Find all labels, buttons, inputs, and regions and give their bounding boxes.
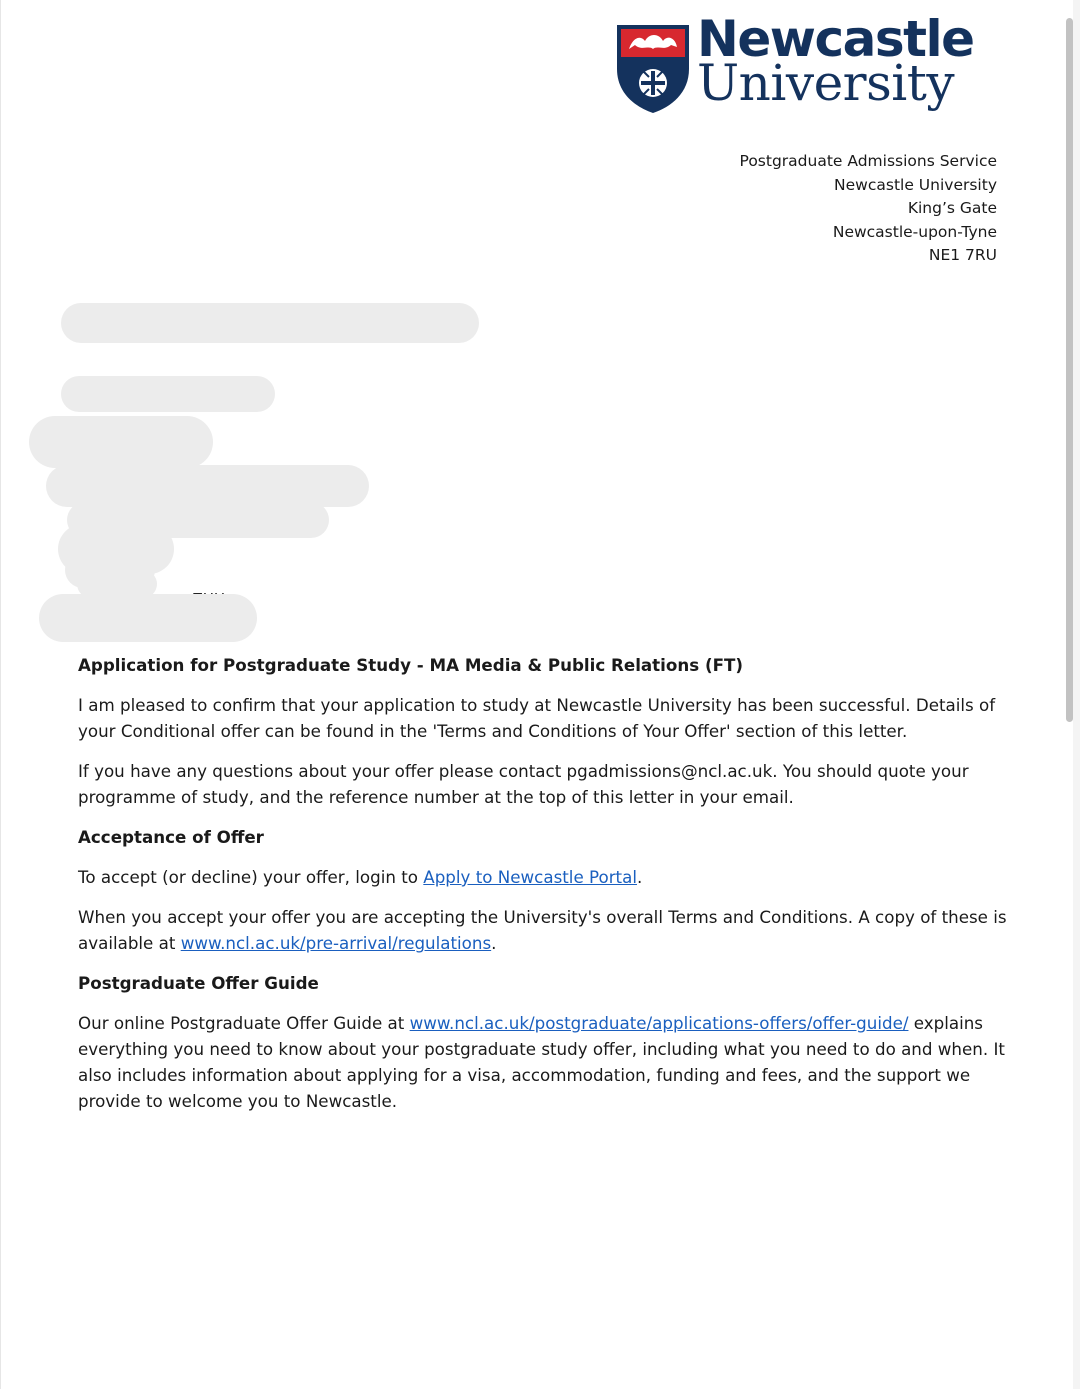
offer-guide-paragraph (78, 1010, 1028, 1114)
acceptance-text-end: . (636, 867, 643, 887)
acceptance-paragraph (78, 864, 1028, 890)
terms-text-end: . (491, 933, 497, 953)
offer-guide-link[interactable]: www.ncl.ac.uk/postgraduate/applications-offers/offer-guide/ (409, 1013, 909, 1033)
sender-address (740, 150, 997, 268)
address-line: NE1 7RU (928, 246, 997, 264)
redaction-mark (61, 376, 275, 412)
offer-guide-heading: Postgraduate Offer Guide (78, 973, 319, 993)
redaction-mark (46, 465, 369, 507)
letter-body (78, 652, 1028, 1128)
terms-paragraph (78, 904, 1028, 956)
redaction-mark (29, 416, 213, 468)
acceptance-heading: Acceptance of Offer (78, 827, 264, 847)
address-line: Newcastle-upon-Tyne (832, 222, 997, 241)
regulations-link[interactable]: www.ncl.ac.uk/pre-arrival/regulations (180, 933, 492, 953)
apply-portal-link[interactable]: Apply to Newcastle Portal (423, 867, 637, 887)
address-line: Postgraduate Admissions Service (739, 152, 997, 170)
university-crest-icon (615, 23, 691, 115)
offer-guide-text: Our online Postgraduate Offer Guide at (78, 1013, 410, 1033)
address-line: King’s Gate (907, 199, 997, 217)
offer-guide-text-end: explains everything you need to know about your postgraduate study offer, including what you need to do and when. It also includes information about applying for a visa, accommodation, funding and fees, and the support we provide to welcome you to Newcastle. (78, 1013, 1005, 1111)
address-line: Newcastle University (834, 175, 997, 194)
logo-line-university: University (697, 54, 955, 112)
redaction-mark (39, 594, 257, 642)
logo-line-newcastle: Newcastle (697, 10, 974, 68)
redaction-mark (61, 303, 479, 343)
newcastle-university-logo (615, 10, 975, 120)
acceptance-text: To accept (or decline) your offer, login to (78, 867, 424, 887)
terms-text: When you accept your offer you are accepting the University's overall Terms and Conditions. A copy of these is available at (78, 907, 1007, 953)
letter-subject: Application for Postgraduate Study - MA Media & Public Relations (FT) (78, 655, 744, 675)
contact-paragraph: If you have any questions about your offer please contact pgadmissions@ncl.ac.uk. You should quote your programme of study, and the reference number at the top of this letter in your email. (78, 761, 969, 807)
confirmation-paragraph: I am pleased to confirm that your application to study at Newcastle University has been successful. Details of your Conditional offer can be found in the 'Terms and Conditions of Your Offer' section of this letter. (78, 695, 996, 741)
scrollbar-thumb[interactable] (1066, 18, 1073, 722)
